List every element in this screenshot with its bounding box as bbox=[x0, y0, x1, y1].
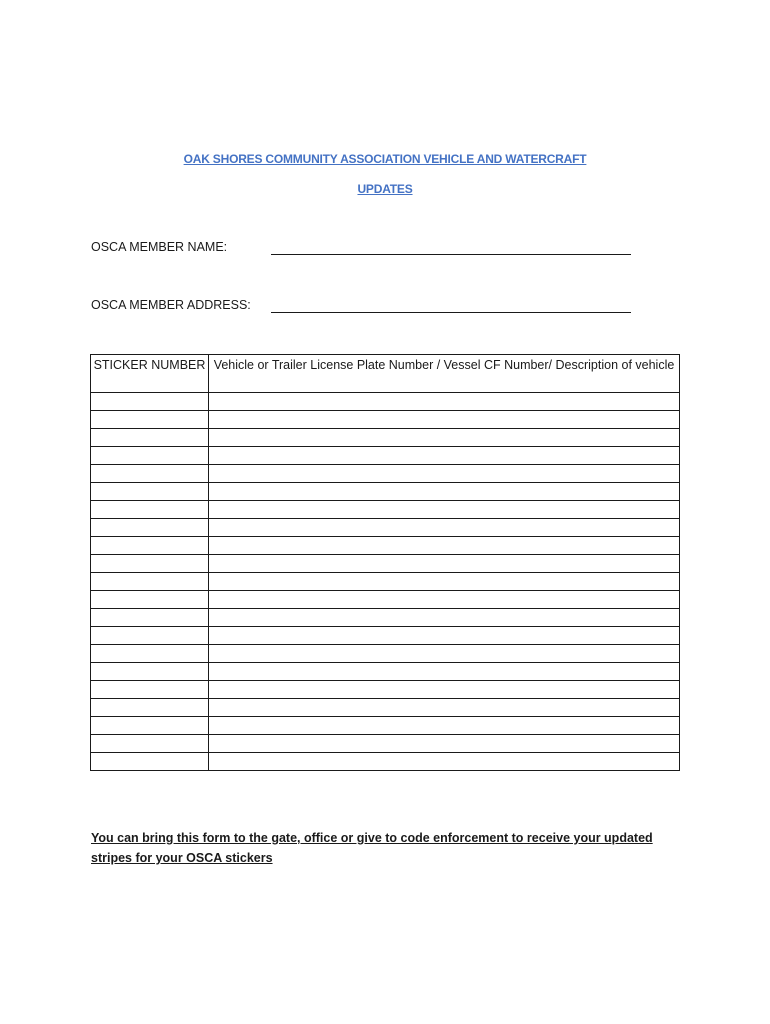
table-row bbox=[91, 753, 680, 771]
description-cell[interactable] bbox=[209, 393, 680, 411]
sticker-number-cell[interactable] bbox=[91, 681, 209, 699]
description-cell[interactable] bbox=[209, 681, 680, 699]
sticker-number-header: STICKER NUMBER bbox=[91, 355, 209, 393]
table-row bbox=[91, 465, 680, 483]
table-row bbox=[91, 501, 680, 519]
sticker-number-cell[interactable] bbox=[91, 735, 209, 753]
description-cell[interactable] bbox=[209, 411, 680, 429]
sticker-number-cell[interactable] bbox=[91, 627, 209, 645]
description-cell[interactable] bbox=[209, 591, 680, 609]
description-cell[interactable] bbox=[209, 573, 680, 591]
table-header-row bbox=[91, 355, 680, 393]
description-cell[interactable] bbox=[209, 717, 680, 735]
sticker-number-cell[interactable] bbox=[91, 609, 209, 627]
table-row bbox=[91, 429, 680, 447]
table-row bbox=[91, 627, 680, 645]
table-row bbox=[91, 537, 680, 555]
sticker-number-cell[interactable] bbox=[91, 555, 209, 573]
footer-note: You can bring this form to the gate, office or give to code enforcement to receive your updated stripes for your OSCA stickers bbox=[91, 831, 653, 865]
member-name-label: OSCA MEMBER NAME: bbox=[91, 240, 228, 254]
description-cell[interactable] bbox=[209, 465, 680, 483]
sticker-table bbox=[90, 354, 680, 771]
member-address-field[interactable] bbox=[271, 312, 631, 313]
description-cell[interactable] bbox=[209, 699, 680, 717]
sticker-number-cell[interactable] bbox=[91, 411, 209, 429]
form-title-continued: UPDATES bbox=[357, 182, 413, 196]
description-cell[interactable] bbox=[209, 627, 680, 645]
sticker-number-cell[interactable] bbox=[91, 591, 209, 609]
sticker-number-cell[interactable] bbox=[91, 753, 209, 771]
table-row bbox=[91, 699, 680, 717]
table-row bbox=[91, 663, 680, 681]
table-row bbox=[91, 645, 680, 663]
description-cell[interactable] bbox=[209, 555, 680, 573]
sticker-number-cell[interactable] bbox=[91, 429, 209, 447]
sticker-number-cell[interactable] bbox=[91, 699, 209, 717]
description-cell[interactable] bbox=[209, 483, 680, 501]
sticker-number-cell[interactable] bbox=[91, 501, 209, 519]
sticker-number-cell[interactable] bbox=[91, 393, 209, 411]
member-name-field[interactable] bbox=[271, 254, 631, 255]
description-cell[interactable] bbox=[209, 429, 680, 447]
sticker-number-cell[interactable] bbox=[91, 717, 209, 735]
description-cell[interactable] bbox=[209, 735, 680, 753]
table-row bbox=[91, 393, 680, 411]
sticker-number-cell[interactable] bbox=[91, 537, 209, 555]
sticker-number-cell[interactable] bbox=[91, 573, 209, 591]
sticker-number-cell[interactable] bbox=[91, 663, 209, 681]
description-cell[interactable] bbox=[209, 609, 680, 627]
sticker-number-cell[interactable] bbox=[91, 483, 209, 501]
table-row bbox=[91, 555, 680, 573]
sticker-number-cell[interactable] bbox=[91, 447, 209, 465]
table-body bbox=[91, 393, 680, 771]
table-row bbox=[91, 681, 680, 699]
member-address-label: OSCA MEMBER ADDRESS: bbox=[91, 298, 251, 312]
table-row bbox=[91, 447, 680, 465]
description-cell[interactable] bbox=[209, 537, 680, 555]
table-row bbox=[91, 483, 680, 501]
description-cell[interactable] bbox=[209, 645, 680, 663]
table-row bbox=[91, 573, 680, 591]
table-row bbox=[91, 519, 680, 537]
description-cell[interactable] bbox=[209, 519, 680, 537]
table-row bbox=[91, 591, 680, 609]
sticker-number-cell[interactable] bbox=[91, 645, 209, 663]
description-cell[interactable] bbox=[209, 447, 680, 465]
table-row bbox=[91, 411, 680, 429]
description-cell[interactable] bbox=[209, 753, 680, 771]
description-header: Vehicle or Trailer License Plate Number / Vessel CF Number/ Description of vehicle bbox=[209, 355, 680, 393]
sticker-number-cell[interactable] bbox=[91, 465, 209, 483]
table-row bbox=[91, 735, 680, 753]
description-cell[interactable] bbox=[209, 663, 680, 681]
description-cell[interactable] bbox=[209, 501, 680, 519]
sticker-number-cell[interactable] bbox=[91, 519, 209, 537]
table-row bbox=[91, 717, 680, 735]
form-title: OAK SHORES COMMUNITY ASSOCIATION VEHICLE AND WATERCRAFT bbox=[183, 152, 587, 166]
table-row bbox=[91, 609, 680, 627]
